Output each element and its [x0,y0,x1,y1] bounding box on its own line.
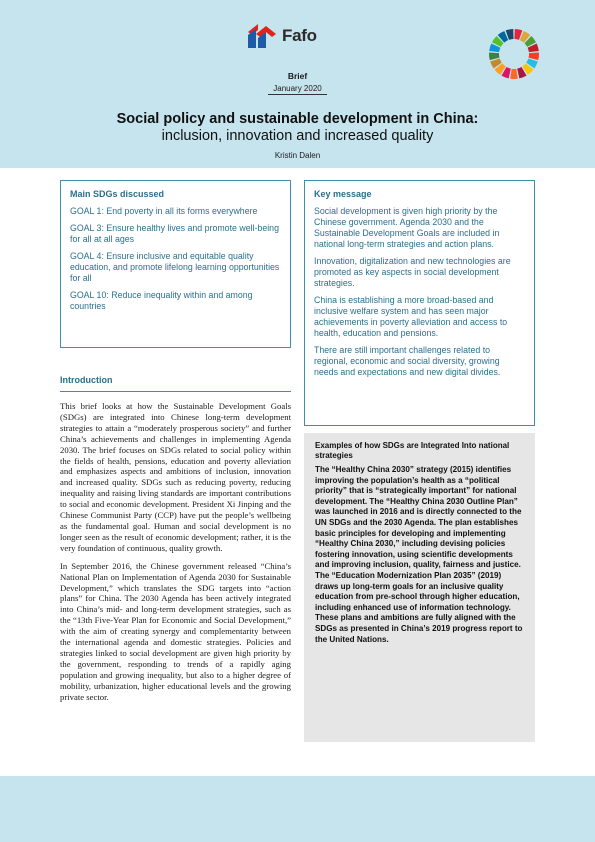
main-sdgs-title: Main SDGs discussed [70,189,165,199]
examples-body: The “Healthy China 2030” strategy (2015) identifies improving the population’s health as a “political priority” that is “strategically important” for national development. The “Healthy China 2030 Outline Plan” was launched in 2016 and is directly connected to the UN SDGs and the 2030 Agenda. The plan establishes basic principles for developing and implementing “Healthy China 2030,” including devising policies fostering innovation, using scientific developments and improving inclusion, quality, fairness and justice. The “Education Modernization Plan 2035” (2019) draws up long-term goals for an inclusive quality education from pre-school through higher education, including enhanced use of information technology. These plans and ambitions are fully aligned with the SDGs as presented in China’s 2019 progress report to the United Nations. [315,465,523,644]
fafo-logo-icon [248,24,278,48]
sdg-wheel-segment [529,52,539,60]
header-band [0,0,595,168]
introduction-paragraph: This brief looks at how the Sustainable Development Goals (SDGs) are integrated into Chinese long-term development strategies to attain a “moderately prosperous society” and further China’s achievements and challenges in implementing Agenda 2030. The brief focuses on SDGs related to social policy within the fields of health, pensions, education and poverty alleviation and emphasizes aspects and ambitions of inclusion, innovation and increased quality. SDGs such as reducing poverty, reducing inequality and raising living standards are important contributions to social and economic development. President Xi Jinping and the Chinese Communist Party (CCP) have put the people’s wellbeing as the fundamental goal. Human and social development is no longer seen as the result of economic development; rather, it is the very foundation of continuous, quality growth. [60,401,291,553]
sdg-wheel-segment [489,52,499,60]
key-message-title: Key message [314,189,372,199]
key-message-paragraph: China is establishing a more broad-based and inclusive welfare system and has seen major achievements in poverty alleviation and access to health, education and pensions. [314,295,508,338]
goal-item: GOAL 3: Ensure healthy lives and promote well-being for all at all ages [70,223,279,244]
author: Kristin Dalen [274,151,321,160]
brief-label: Brief [287,71,308,81]
goal-item: GOAL 1: End poverty in all its forms everywhere [70,206,258,216]
goal-item: GOAL 10: Reduce inequality within and among countries [70,290,253,311]
page-subtitle: inclusion, innovation and increased quality [161,128,434,144]
key-message-box [304,180,535,426]
key-message-paragraph: Innovation, digitalization and new technologies are promoted as key aspects in social development strategies. [314,256,511,288]
logo-text: Fafo [282,26,317,45]
key-message-paragraph: Social development is given high priority by the Chinese government. Agenda 2030 and the Sustainable Development Goals are included in national long-term strategies and action plans. [314,206,500,249]
brief-date: January 2020 [268,84,327,95]
page-title: Social policy and sustainable development in China: [116,111,479,127]
main-sdgs-box [60,180,291,348]
introduction-body [60,401,291,709]
examples-box [304,433,535,742]
goal-item: GOAL 4: Ensure inclusive and equitable quality education, and promote lifelong learning opportunities for all [70,251,280,283]
examples-title: Examples of how SDGs are Integrated Into national strategies [315,441,510,460]
fafo-logo [248,24,317,48]
footer-band [0,776,595,842]
introduction-paragraph: In September 2016, the Chinese government released “China’s National Plan on Implementation of Agenda 2030 for Sustainable Development,” which translates the SDG targets into “action plans” for China. The 2030 Agenda has been actively integrated into China’s mid- and long-term development strategies, such as the “13th Five-Year Plan for Economic and Social Development,” with the aim of creating synergy and complementarity between the international agenda and domestic strategies. Policies and strategies linked to social development are given high priority by the government, responding to trends of a rapidly aging population and growing inequality, but also to a higher degree of mobility, urbanization, higher educational levels and the growing private sector. [60,560,291,702]
key-message-paragraph: There are still important challenges related to regional, economic and social diversity, growing needs and expectations and new digital divides. [314,345,501,377]
introduction-heading: Introduction [60,375,291,392]
